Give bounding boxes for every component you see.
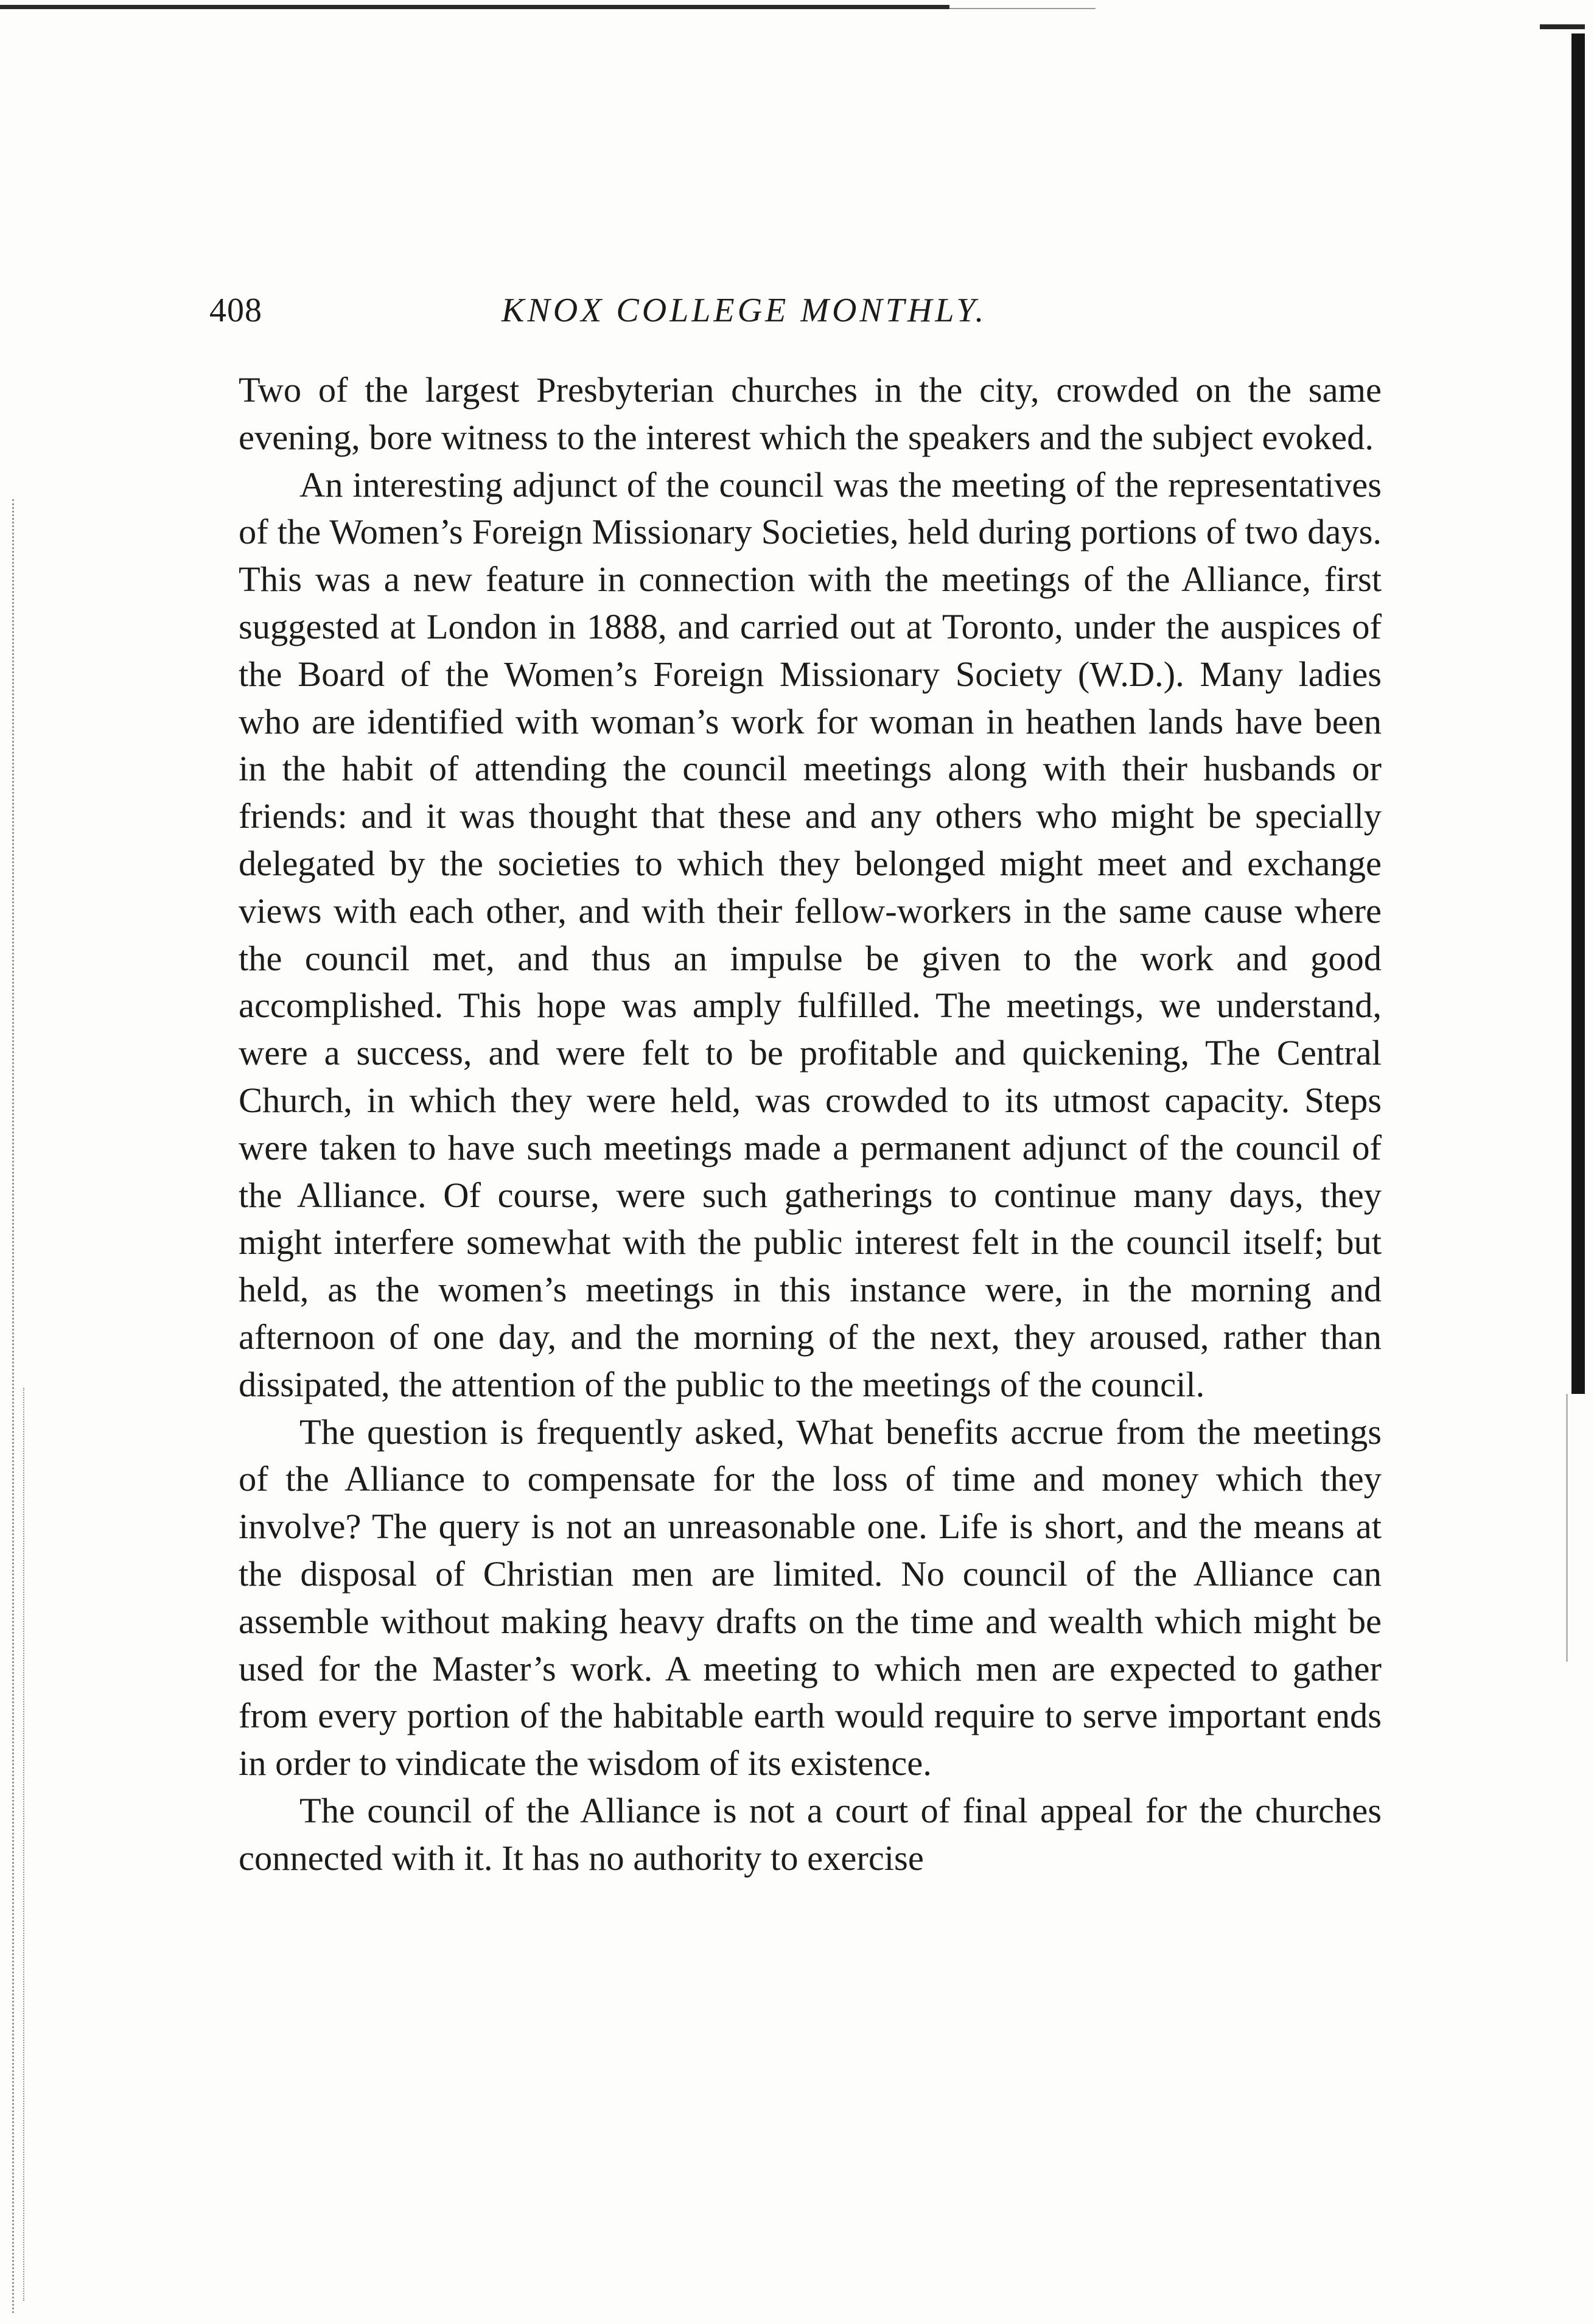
article-body [239, 366, 1382, 1882]
page-edge-tip [1540, 24, 1585, 29]
top-rule-fade [949, 8, 1096, 9]
paragraph: Two of the largest Presbyterian churches in the city, crowded on the same evening, bore witness to the interest which the speakers and the subject evoked. [239, 370, 1382, 457]
page-number: 408 [209, 292, 262, 329]
binding-margin-marks-secondary [23, 1388, 39, 2301]
page-edge-shadow [1571, 33, 1585, 1394]
paragraph: An interesting adjunct of the council was the meeting of the representatives of the Women’s Foreign Missionary Societies, held during portions of two days. This was a new feature in connection with the meetings of the Alliance, first suggested at London in 1888, and carried out at Toronto, under the auspices of the Board of the Women’s Foreign Missionary Society (W.D.). Many ladies who are identified with woman’s work for woman in heathen lands have been in the habit of attending the council meetings along with their husbands or friends: and it was thought that these and any others who might be specially delegated by the societies to which they belonged might meet and exchange views with each other, and with their fellow-workers in the same cause where the council met, and thus an impulse be given to the work and good accomplished. This hope was amply fulfilled. The meetings, we understand, were a success, and were felt to be profitable and quickening, The Central Church, in which they were held, was crowded to its utmost capacity. Steps were taken to have such meetings made a permanent adjunct of the council of the Alliance. Of course, were such gatherings to continue many days, they might interfere somewhat with the public interest felt in the council itself; but held, as the women’s meetings in this instance were, in the morning and afternoon of one day, and the morning of the next, they aroused, rather than dissipated, the attention of the public to the meetings of the council. [239, 464, 1382, 1404]
page-edge-shadow-thin [1566, 1394, 1568, 1662]
running-title: KNOX COLLEGE MONTHLY. [502, 292, 987, 329]
page-header [209, 291, 1382, 340]
paragraph: The question is frequently asked, What benefits accrue from the meetings of the Alliance to compensate for the loss of time and money which they involve? The query is not an unreasonable one. Life is short, and the means at the disposal of Christian men are limited. No council of the Alliance can assemble without making heavy drafts on the time and wealth which might be used for the Master’s work. A meeting to which men are expected to gather from every portion of the habitable earth would require to serve important ends in order to vindicate the wisdom of its existence. [239, 1412, 1382, 1783]
top-rule [0, 5, 949, 9]
paragraph: The council of the Alliance is not a court of final appeal for the churches connected with it. It has no authority to exercise [239, 1790, 1382, 1878]
